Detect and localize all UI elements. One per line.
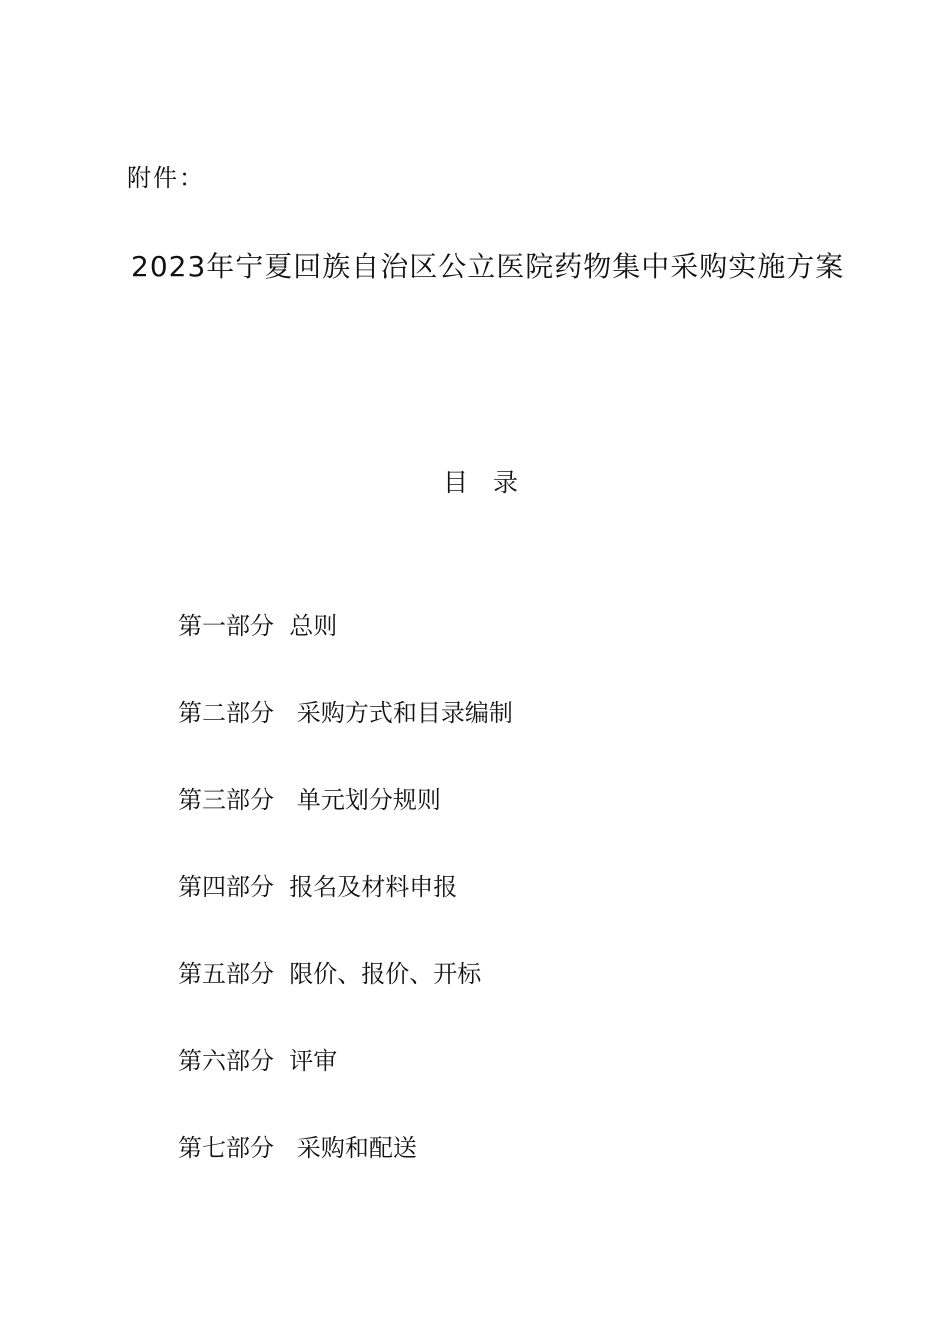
toc-item — [178, 954, 513, 1041]
toc-item-separator — [274, 867, 289, 954]
toc-item-name: 评审 — [289, 1047, 338, 1075]
toc-item — [178, 780, 513, 867]
toc-item-name: 采购方式和目录编制 — [296, 699, 513, 727]
table-of-contents — [178, 606, 513, 1215]
attachment-label: 附件： — [127, 164, 205, 192]
toc-item-part: 第七部分 — [178, 1134, 274, 1162]
toc-item-name: 报名及材料申报 — [289, 873, 458, 901]
document-title: 2023年宁夏回族自治区公立医院药物集中采购实施方案 — [131, 250, 845, 283]
toc-item — [178, 693, 513, 780]
toc-item-name: 采购和配送 — [296, 1134, 417, 1162]
toc-item — [178, 606, 513, 693]
toc-item-separator — [274, 606, 289, 693]
toc-item-part: 第一部分 — [178, 612, 274, 640]
toc-item-part: 第二部分 — [178, 699, 274, 727]
toc-item-separator — [274, 693, 297, 780]
toc-item-separator — [274, 954, 289, 1041]
toc-item-part: 第四部分 — [178, 873, 274, 901]
toc-item-separator — [274, 1041, 289, 1128]
toc-item-part: 第六部分 — [178, 1047, 274, 1075]
toc-item-part: 第三部分 — [178, 786, 274, 814]
toc-item-separator — [274, 780, 297, 867]
toc-item-separator — [274, 1128, 297, 1215]
toc-item-name: 限价、报价、开标 — [289, 960, 482, 988]
toc-item — [178, 1128, 513, 1215]
toc-item — [178, 867, 513, 954]
toc-item-name: 单元划分规则 — [296, 786, 441, 814]
toc-heading: 目 录 — [443, 468, 519, 497]
toc-item-name: 总则 — [289, 612, 338, 640]
toc-item-part: 第五部分 — [178, 960, 274, 988]
toc-item — [178, 1041, 513, 1128]
